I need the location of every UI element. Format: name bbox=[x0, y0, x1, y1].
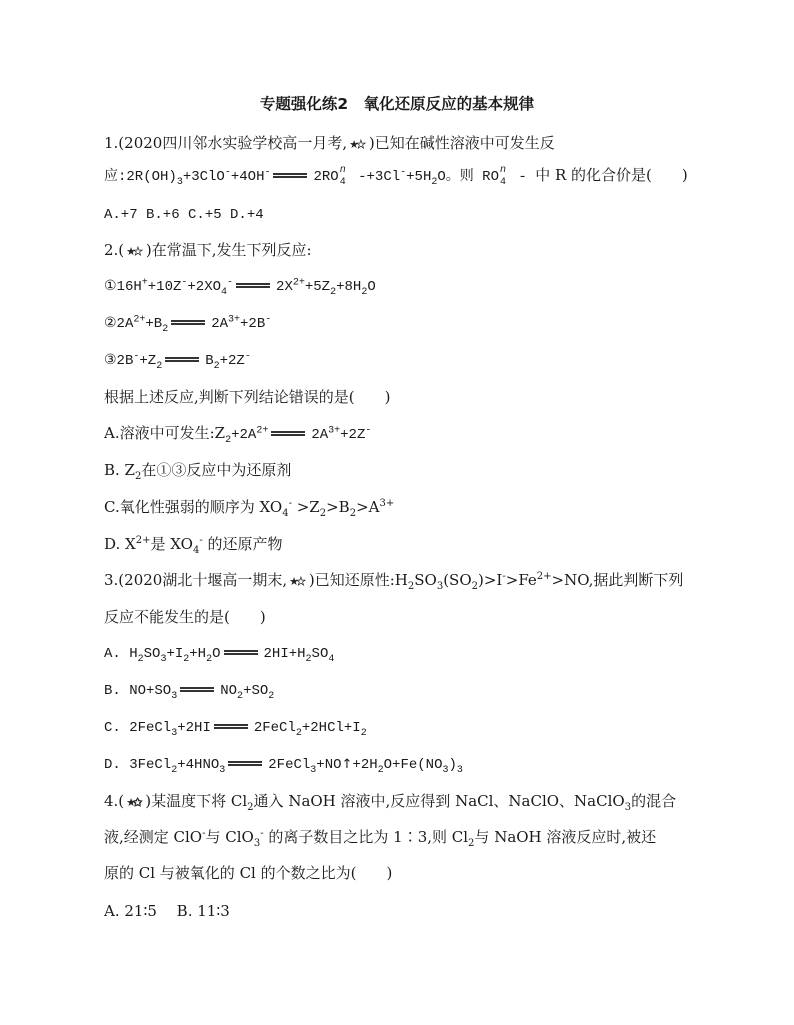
equals-sign-icon bbox=[224, 649, 258, 657]
q2-stem-line: 2.( ★★ )在常温下,发生下列反应: bbox=[104, 240, 312, 262]
equals-sign-icon bbox=[228, 760, 262, 768]
q4-stem-line-3: 原的 Cl 与被氧化的 Cl 的个数之比为( ) bbox=[104, 864, 393, 882]
q2-option-d: D. $X^{2+}$是 $XO_4^-$ 的还原产物 bbox=[104, 535, 283, 556]
q2-option-c: C.氧化性强弱的顺序为 $XO_4^- >Z_2>B_2>A^{3+}$ bbox=[104, 498, 395, 519]
equals-sign-icon bbox=[214, 723, 248, 731]
q2-option-a: A.溶液中可发生$:Z_2+2A^{2+}$ $2A^{3+}+2Z^-$ bbox=[104, 424, 372, 446]
q1-equation-line: 应$:2R(OH)_3+3ClO^-+4OH^-$ 2RO n 4 $-+3Cl^-+5H_2O$。则 RO n 4 - 中 R 的化合价是( ) bbox=[104, 165, 688, 188]
q1-stem-line: 1.(2020四川邻水实验学校高一月考, ★★ )已知在碱性溶液中可发生反 bbox=[104, 133, 555, 155]
gas-arrow-icon: ↑ bbox=[341, 757, 353, 772]
equals-sign-icon bbox=[236, 282, 270, 290]
q2-reaction-3: $③2B^-+Z_2$ $B_2+2Z^-$ bbox=[104, 351, 251, 372]
q2-reaction-1: $①16H^++10Z^-+2XO_4^-$ $2X^{2+}+5Z_2+8H_2O$ bbox=[104, 277, 376, 298]
q2-question: 根据上述反应,判断下列结论错误的是( ) bbox=[104, 388, 391, 406]
equals-sign-icon bbox=[171, 319, 205, 327]
q1-options: A.+7 B.+6 C.+5 D.+4 bbox=[104, 207, 264, 223]
q4-stem-line: 4.( ★✩ )某温度下将 $Cl_2$通入 NaOH 溶液中,反应得到 NaCl、NaClO、NaClO$_3$的混合 bbox=[104, 792, 677, 813]
q4-stem-line-2: 液,经测定 ClO-与 ClO$_3$- 的离子数目之比为 1∶3,则 $Cl_2$与 NaOH 溶液反应时,被还 bbox=[104, 828, 657, 849]
q3-option-b: B. $NO+SO_3$ $NO_2+SO_2$ bbox=[104, 683, 275, 702]
q3-stem-line: 3.(2020湖北十堰高一期末, ★★ )已知还原性$:H_2SO_3(SO_2)>I^->Fe^{2+}>NO$,据此判断下列 bbox=[104, 571, 684, 592]
difficulty-star-icon: ★★ bbox=[126, 245, 140, 258]
q4-options: A. 21∶5 B. 11∶3 bbox=[104, 902, 230, 920]
page-title: 专题强化练2 氧化还原反应的基本规律 bbox=[259, 95, 535, 113]
q3-stem-line-2: 反应不能发生的是( ) bbox=[104, 608, 266, 626]
q3-option-d: D. $3FeCl_2+4HNO_3$ $2FeCl_3+NO↑+2H_2O+Fe(NO_3)_3$ bbox=[104, 757, 463, 776]
q3-option-c: C. 2FeCl$_3$+2HI $2FeCl_2+2HCl+I_2$ bbox=[104, 720, 367, 739]
difficulty-star-icon: ★★ bbox=[289, 575, 303, 588]
q3-option-a: A. $H_2SO_3+I_2+H_2O$ $2HI+H_2SO_4$ bbox=[104, 646, 335, 665]
difficulty-star-icon: ★★ bbox=[349, 138, 363, 151]
q2-option-b: B. $Z_2$在①③反应中为还原剂 bbox=[104, 461, 292, 482]
difficulty-star-icon: ★✩ bbox=[126, 796, 140, 809]
equals-sign-icon bbox=[271, 430, 305, 438]
equals-sign-icon bbox=[180, 686, 214, 694]
equals-sign-icon bbox=[165, 356, 199, 364]
q2-reaction-2: $②2A^{2+}+B_2$ $2A^{3+}+2B^-$ bbox=[104, 314, 272, 335]
equals-sign-icon bbox=[273, 172, 307, 180]
